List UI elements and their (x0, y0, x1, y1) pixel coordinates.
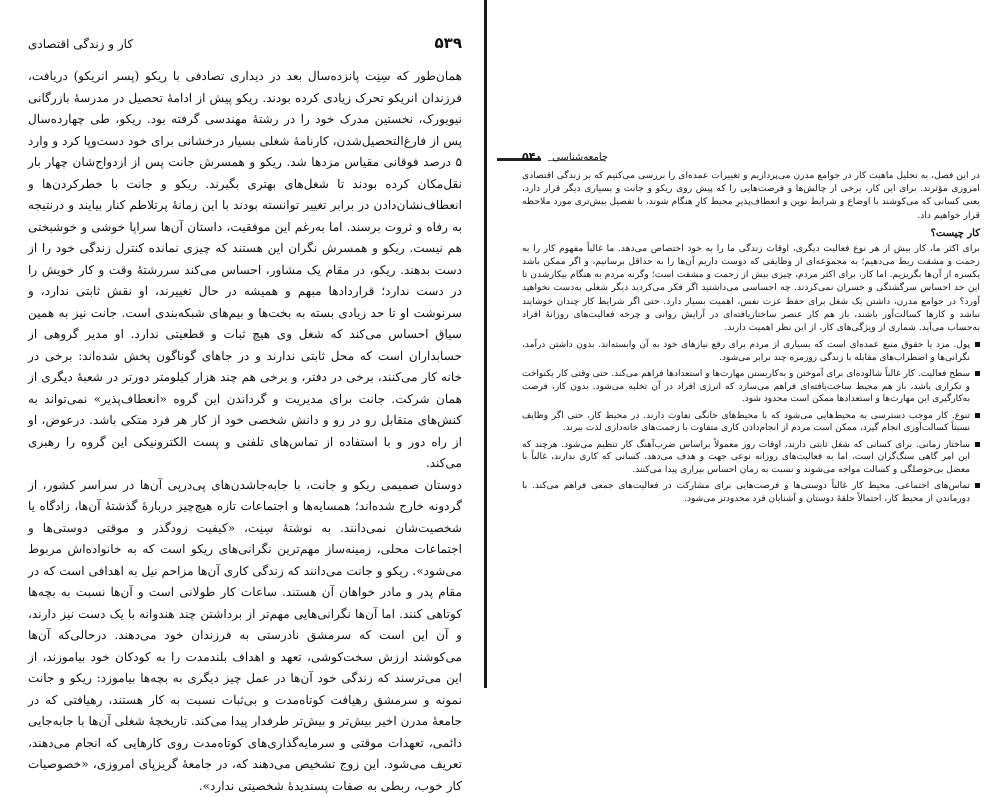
list-item-text: تنوع. کار موجب دسترسی به محیط‌هایی می‌شود که با محیط‌های خانگی تفاوت دارند. در محیط کار، حتی اگر وظایف نسبتاً کسالت‌آوری انجام گیرد، ممکن است مردم از انجام‌دادن کاری متفاوت با زحمت‌های خانه‌داری لذت ببرند. (522, 411, 970, 434)
right-running-title: جامعه‌شناسی (552, 152, 608, 163)
right-running-head (522, 150, 980, 163)
left-paragraph-2: دوستان صمیمی ریکو و جانت، با جابه‌جاشدن‌های پی‌درپی آن‌ها در سراسر کشور، از گردونه خارج شده‌اند؛ همسایه‌ها و اجتماعات تازه هیچ‌چیز دربارهٔ گذشتهٔ آن‌ها، زادگاه یا شخصیت‌شان نمی‌دانند. به نوشتهٔ سِنِت، «کیفیت زودگذر و موقتی دوستی‌ها و اجتماعات محلی، زمینه‌ساز مهم‌ترین نگرانی‌های ریکو است که به خانواده‌اش مربوط می‌شود». ریکو و جانت می‌دانند که زندگی کاری آن‌ها مزاحم نیل به اهدافی است که در مقام پدر و مادر خواهان آن هستند. ساعات کار طولانی است و آن‌ها نسبت به بچه‌ها کوتاهی کنند. اما آن‌ها نگرانی‌هایی مهم‌تر از برداشتن چند هندوانه با یک دست نیز دارند، و آن این است که سرمشق نادرستی به فرزندان خود می‌دهند. درحالی‌که آن‌ها می‌کوشند ارزش سخت‌کوشی، تعهد و اهداف بلندمدت را به کودکان خود بیاموزند، از این می‌ترسند که زندگی خود آن‌ها در عمل چیز دیگری به بچه‌ها بیاموزد: ریکو و جانت نمونه و سرمشق رهیافت کوتاه‌مدت و بی‌ثبات نسبت به کار هستند، رهیافتی که در جامعهٔ مدرن اخیر بیش‌تر و بیش‌تر طرفدار پیدا می‌کند. تاریخچهٔ شغلی آن‌ها با جابه‌جایی دائمی، تعهدات موقتی و سرمایه‌گذاری‌های کوتاه‌مدت روی کارهایی که انجام می‌دهند، تعریف می‌شود. این زوج تشخیص می‌دهند که، در جامعهٔ گریزپای امروزی، «خصوصیات کار خوب، ربطی به صفات پسندیدهٔ شخصیتی ندارد». (28, 475, 462, 797)
section-heading: کار چیست؟ (522, 228, 980, 239)
left-page-number: ۵۳۹ (435, 34, 462, 52)
square-bullet-icon (975, 413, 980, 418)
right-body-text (522, 169, 980, 505)
square-bullet-icon (975, 342, 980, 347)
list-item (522, 368, 980, 406)
left-running-head (28, 34, 462, 56)
list-item (522, 339, 980, 364)
list-item-text: سطح فعالیت. کار غالباً شالوده‌ای برای آموختن و به‌کاربستن مهارت‌ها و استعدادها فراهم می‌کند. حتی وقتی کار یکنواخت و تکراری باشد، باز هم محیط ساخت‌یافته‌ای فراهم می‌سازد که انرژی افراد در آن تخلیه می‌شود. بدون کار، فرصت به‌کارگیری این مهارت‌ها و استعدادها ممکن است محدود شود. (522, 369, 970, 404)
left-paragraph-1: همان‌طور که سِنِت پانزده‌سال بعد در دیداری تصادفی با ریکو (پسر انریکو) دریافت، فرزندان انریکو تحرک زیادی کرده بودند. ریکو پیش از ادامهٔ تحصیل در مدرسهٔ بازرگانی نیویورک، نخستین مدرک خود را در رشتهٔ مهندسی گرفته بود. ریکو، طی چهارده‌سال پس از فارغ‌التحصیل‌شدن، کارنامهٔ شغلی بسیار درخشانی برای خود دست‌وپا کرد و وارد ۵ درصد فوقانی مقیاس مزدها شد. ریکو و همسرش جانت پس از ازدواج‌شان چهار بار نقل‌مکان کرده بودند تا شغل‌های بهتری بگیرند. ریکو و جانت با خطرکردن‌ها و انعطاف‌نشان‌دادن در برابر تغییر توانسته بودند با این زمانهٔ پرتلاطم کنار بیایند و درنتیجه به رفاه و ثروت برسند. اما به‌رغم این موفقیت، داستان آن‌ها سراپا خوشی و خوشبختی هم نیست. ریکو و همسرش نگران این هستند که چیزی نمانده کنترل زندگی خود را از دست بدهند. ریکو، در مقام یک مشاور، احساس می‌کند سررشتهٔ وقت و کار خویش را در دست ندارد؛ قراردادها مبهم و همیشه در حال تغییرند، او نقش ثابتی ندارد، و سرنوشت او تا حد زیادی بسته به بخت‌ها و بیم‌های شبکه‌بندی است. جانت نیز به همین سیاق احساس می‌کند که شغل وی هیچ ثبات و قطعیتی ندارد. او مدیر گروهی از حسابداران است که محل ثابتی ندارند و در جاهای گوناگون پخش شده‌اند: برخی در خانه کار می‌کنند، برخی در دفتر، و برخی هم چند هزار کیلومتر دورتر در شعبهٔ دیگری از همان شرکت. جانت برای مدیریت و گرداندن این گروه «انعطاف‌پذیر» نمی‌تواند به کنش‌های متقابل رو در رو و دانش شخصی خود از کار هر فرد متکی باشد. درعوض، او از راه دور و با استفاده از تماس‌های تلفنی و پست الکترونیکی این گروه را رهبری می‌کند. (28, 66, 462, 475)
right-page (486, 0, 1004, 688)
square-bullet-icon (975, 442, 980, 447)
right-page-number: ۵۴۰ (522, 150, 542, 163)
list-item (522, 439, 980, 477)
left-page (0, 0, 486, 688)
right-section-paragraph: برای اکثر ما، کار بیش از هر نوع فعالیت دیگری، اوقات زندگی ما را به خود اختصاص می‌دهد. ما غالباً مفهوم کار را به زحمت و مشقت ربط می‌دهیم؛ به مجموعه‌ای از وظایفی که دوست داریم آن‌ها را به حداقل برسانیم، و اگر ممکن باشد یکسره از آن‌ها بگریزیم. اما کار، برای اکثر مردم، چیزی بیش از زحمت و مشقت است؛ وگرنه مردم به هنگام بیکارشدن تا این حد احساس سرگشتگی و خسران نمی‌کردند. چه احساسی می‌داشتید اگر فکر می‌کردید دیگر شغلی به‌دست نخواهید آورد؟ در جوامع مدرن، داشتن یک شغل برای حفظ عزت نفس، اهمیت بسیار دارد. حتی اگر شرایط کار چندان خوشایند نباشد و کارها کسالت‌آور باشند، باز هم کار عنصر ساختاریافته‌ای در آرایش روانی و چرخه فعالیت‌های روزانهٔ افراد به‌حساب می‌آید. شماری از ویژگی‌های کار، از این نظر اهمیت دارند. (522, 242, 980, 334)
list-item (522, 480, 980, 505)
square-bullet-icon (975, 483, 980, 488)
list-item-text: پول. مزد یا حقوق منبع عمده‌ای است که بسیاری از مردم برای رفع نیازهای خود به آن وابسته‌اند. بدون داشتن درآمد، نگرانی‌ها و اضطراب‌های مقابله با زندگی روزمره چند برابر می‌شود. (522, 340, 970, 363)
left-body-text (28, 66, 462, 797)
square-bullet-icon (975, 371, 980, 376)
list-item (522, 410, 980, 435)
feature-list (522, 339, 980, 505)
list-item-text: ساختار زمانی. برای کسانی که شغل ثابتی دارند، اوقات روز معمولاً براساس ضرب‌آهنگ کار تنظیم می‌شود. هرچند که این امر گاهی سنگ‌گران است، اما به فعالیت‌های روزانه نوعی جهت و هدف می‌دهد. کسانی که کاری ندارند، غالباً با معضل بی‌حوصلگی و کسالت مواجه می‌شوند و نسبت به زمان احساس بیزاری پیدا می‌کنند. (522, 440, 970, 475)
left-running-title: کار و زندگی اقتصادی (28, 37, 133, 51)
list-item-text: تماس‌های اجتماعی. محیط کار غالباً دوستی‌ها و فرصت‌هایی برای مشارکت در فعالیت‌های جمعی فراهم می‌کند. با دورماندن از محیط کار، احتمالاً حلقهٔ دوستان و آشنایان فرد محدودتر می‌شود. (522, 481, 970, 504)
right-intro-paragraph: در این فصل، به تحلیل ماهیت کار در جوامع مدرن می‌پردازیم و تغییرات عمده‌ای را بررسی می‌کنیم که بر زندگی اقتصادی امروزی مؤثرند. برای این کار، برخی از چالش‌ها و فرصت‌هایی را که پیش روی ریکو و جانت و بسیاری دیگر قرار دارد، یعنی کسانی که می‌کوشند با اوضاع و شرایط نوین و انعطاف‌پذیرِ محیط کارِ هنگام شوند، با تفصیل بیش‌تری مورد ملاحظه قرار خواهیم داد. (522, 169, 980, 222)
